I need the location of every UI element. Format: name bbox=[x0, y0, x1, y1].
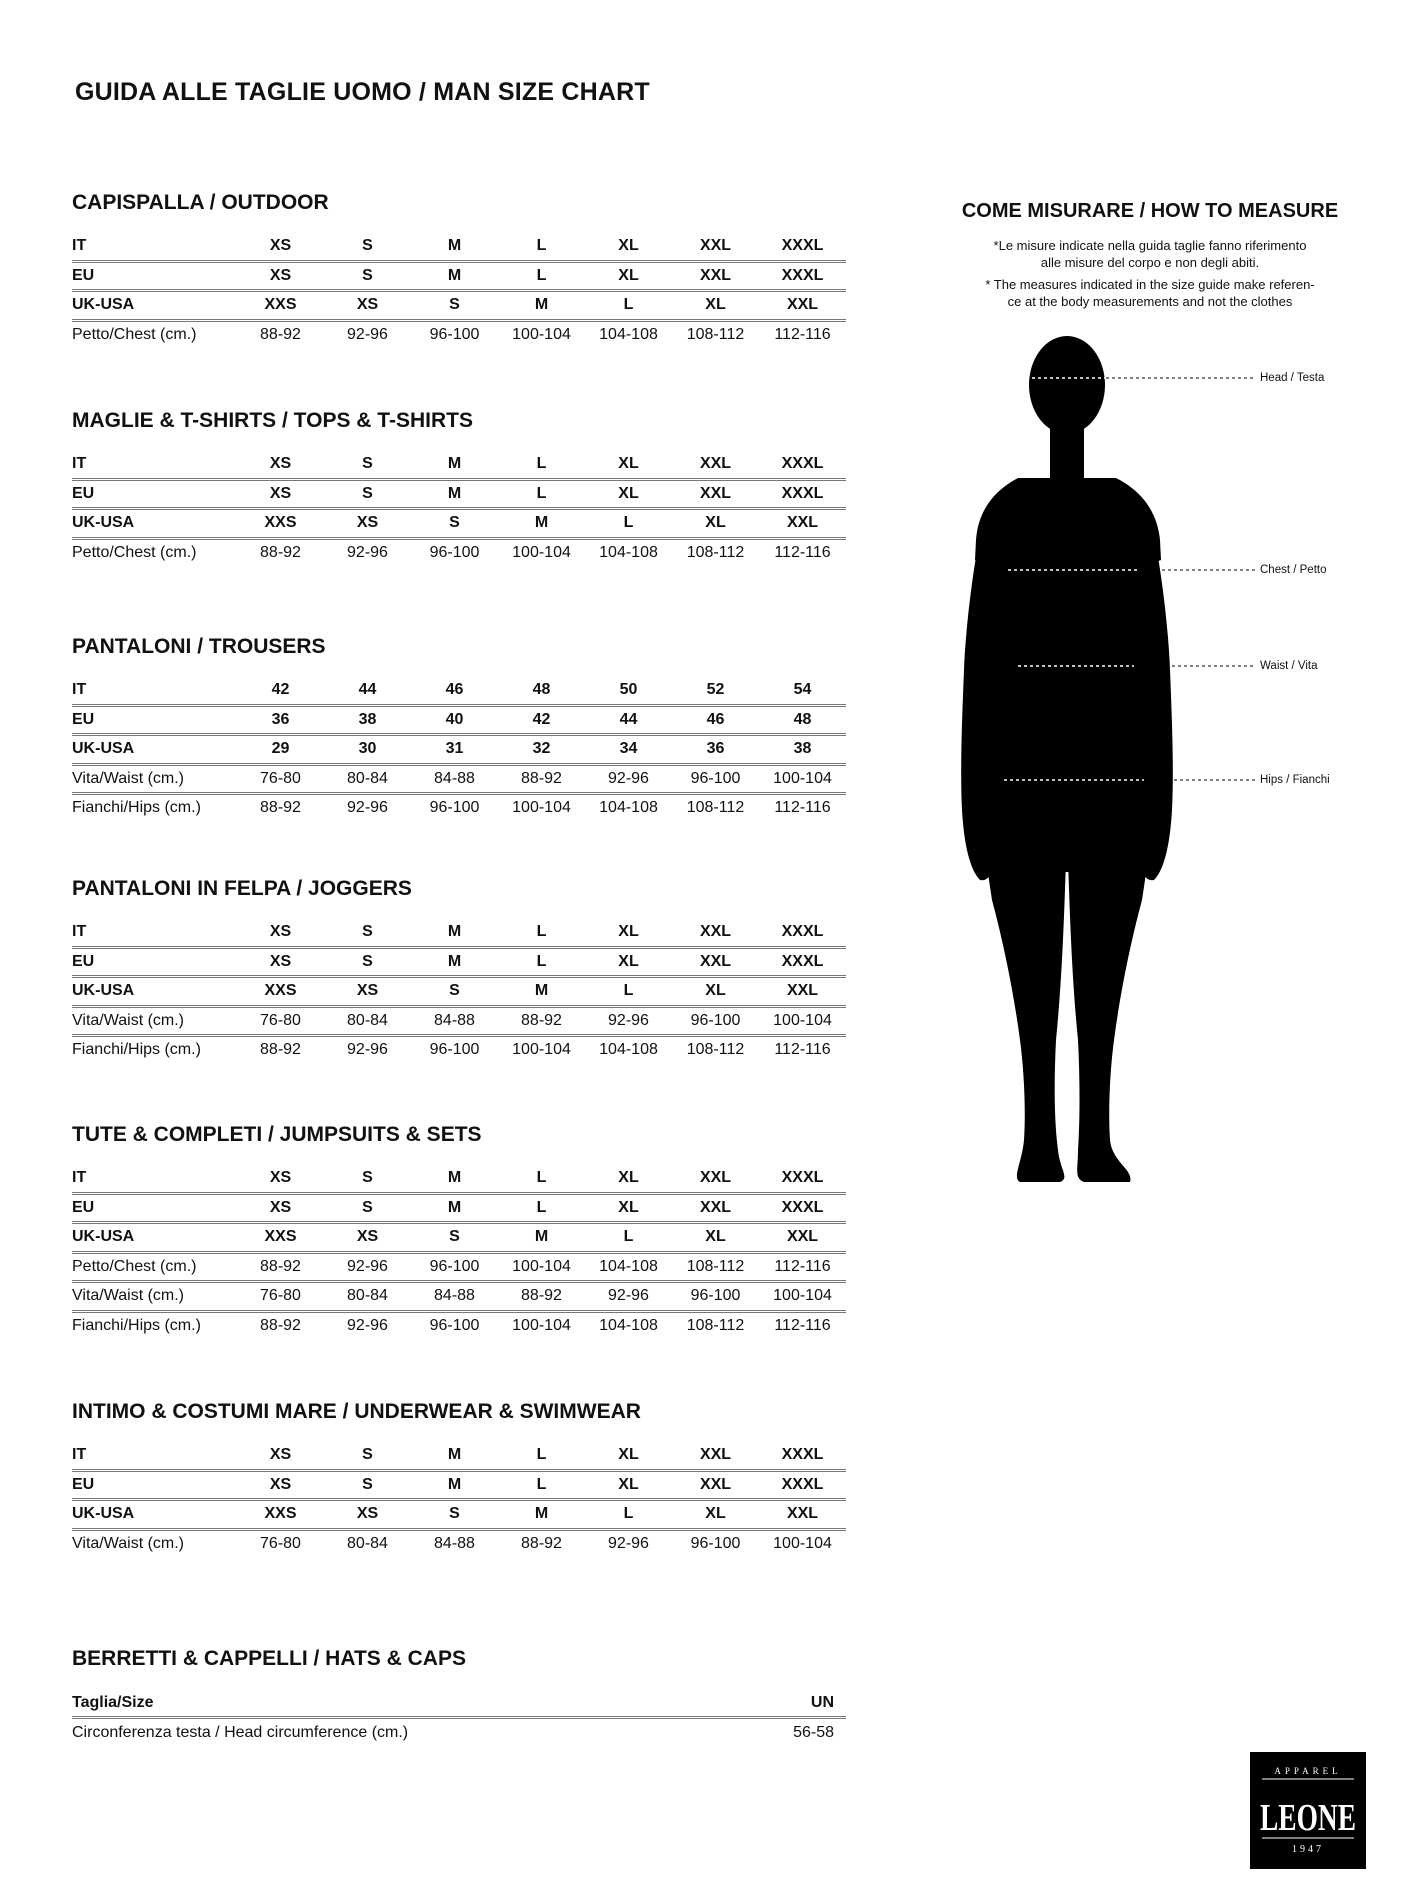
table-cell: 100-104 bbox=[759, 1006, 846, 1036]
leone-logo-icon bbox=[1250, 1752, 1366, 1869]
table-cell: 88-92 bbox=[498, 764, 585, 794]
note-line: ce at the body measurements and not the clothes bbox=[1007, 294, 1293, 309]
table-row bbox=[72, 1006, 846, 1036]
table-cell: XXXL bbox=[759, 1470, 846, 1500]
table-row bbox=[72, 291, 846, 321]
table-cell: 44 bbox=[324, 677, 411, 705]
measure-note-en bbox=[930, 276, 1370, 310]
table-cell: S bbox=[411, 291, 498, 321]
man-silhouette-icon bbox=[960, 340, 1380, 1200]
table-cell: L bbox=[498, 1193, 585, 1223]
row-label: EU bbox=[72, 1193, 237, 1223]
table-cell: 52 bbox=[672, 677, 759, 705]
table-cell: 84-88 bbox=[434, 1534, 475, 1552]
section-jumpsuits bbox=[72, 1120, 846, 1339]
section-title: PANTALONI IN FELPA / JOGGERS bbox=[72, 877, 412, 900]
table-cell: 48 bbox=[759, 705, 846, 735]
table-cell: XXS bbox=[237, 977, 324, 1007]
table-cell: XXL bbox=[672, 1470, 759, 1500]
table-cell: 36 bbox=[672, 735, 759, 765]
table-cell: XS bbox=[237, 947, 324, 977]
table-cell: 92-96 bbox=[347, 799, 388, 817]
table-cell: XS bbox=[324, 1223, 411, 1253]
table-cell: 96-100 bbox=[672, 1282, 759, 1312]
logo-year-text: 1947 bbox=[1292, 1844, 1324, 1855]
table-cell: M bbox=[411, 947, 498, 977]
table-cell: M bbox=[411, 479, 498, 509]
table-cell: 88-92 bbox=[260, 325, 301, 343]
table-cell: XXL bbox=[759, 977, 846, 1007]
table-row bbox=[72, 1529, 846, 1557]
table-cell: 92-96 bbox=[347, 1316, 388, 1334]
table-cell: XXXL bbox=[759, 479, 846, 509]
section-title: PANTALONI / TROUSERS bbox=[72, 635, 326, 658]
table-cell: M bbox=[411, 233, 498, 261]
table-cell: 100-104 bbox=[512, 543, 571, 561]
table-cell: 92-96 bbox=[347, 543, 388, 561]
note-line: *Le misure indicate nella guida taglie fanno riferimento bbox=[993, 238, 1307, 253]
table-cell: M bbox=[411, 451, 498, 479]
table-row bbox=[72, 509, 846, 539]
table-cell: 30 bbox=[324, 735, 411, 765]
table-cell: 88-92 bbox=[260, 1041, 301, 1059]
table-cell: XL bbox=[672, 1500, 759, 1530]
section-trousers bbox=[72, 632, 846, 822]
table-cell: XL bbox=[585, 451, 672, 479]
table-cell: 96-100 bbox=[429, 543, 480, 561]
table-cell: L bbox=[498, 1165, 585, 1193]
table-cell: XXXL bbox=[759, 451, 846, 479]
table-cell: 80-84 bbox=[324, 1282, 411, 1312]
table-cell: 88-92 bbox=[260, 1316, 301, 1334]
table-cell: XXXL bbox=[759, 919, 846, 947]
table-cell: 100-104 bbox=[759, 1282, 846, 1312]
table-cell: XXXL bbox=[759, 233, 846, 261]
table-cell: 104-108 bbox=[599, 543, 658, 561]
row-label: EU bbox=[72, 479, 237, 509]
table-cell: XS bbox=[324, 1500, 411, 1530]
section-title: CAPISPALLA / OUTDOOR bbox=[72, 191, 329, 214]
table-cell: XXL bbox=[672, 1165, 759, 1193]
table-cell: 54 bbox=[759, 677, 846, 705]
section-joggers bbox=[72, 874, 846, 1064]
size-table bbox=[72, 677, 846, 822]
table-cell: Taglia/Size bbox=[72, 1689, 741, 1718]
table-cell: L bbox=[498, 947, 585, 977]
table-row bbox=[72, 764, 846, 794]
page-title: GUIDA ALLE TAGLIE UOMO / MAN SIZE CHART bbox=[75, 78, 650, 106]
table-cell: 92-96 bbox=[324, 1252, 411, 1282]
table-cell: S bbox=[411, 1500, 498, 1530]
table-cell: 96-100 bbox=[429, 1041, 480, 1059]
table-row bbox=[72, 705, 846, 735]
row-label: IT bbox=[72, 677, 237, 705]
table-cell: XXL bbox=[672, 479, 759, 509]
section-title: MAGLIE & T-SHIRTS / TOPS & T-SHIRTS bbox=[72, 409, 473, 432]
table-row bbox=[72, 320, 846, 348]
table-cell: UN bbox=[741, 1689, 846, 1718]
table-cell: XS bbox=[237, 1442, 324, 1470]
table-cell: 42 bbox=[237, 677, 324, 705]
table-cell: S bbox=[411, 977, 498, 1007]
measure-title: COME MISURARE / HOW TO MEASURE bbox=[961, 200, 1339, 222]
row-label: UK-USA bbox=[72, 509, 237, 539]
row-label: Fianchi/Hips (cm.) bbox=[72, 1316, 201, 1334]
table-cell: 80-84 bbox=[347, 1534, 388, 1552]
note-line: * The measures indicated in the size guide make referen- bbox=[985, 277, 1315, 292]
table-row bbox=[72, 1165, 846, 1193]
body-figure bbox=[960, 340, 1380, 1200]
table-cell: 100-104 bbox=[512, 1041, 571, 1059]
row-label: Vita/Waist (cm.) bbox=[72, 1006, 237, 1036]
table-cell: XXXL bbox=[759, 947, 846, 977]
table-row bbox=[72, 1036, 846, 1064]
table-cell: L bbox=[498, 1442, 585, 1470]
table-cell: 112-116 bbox=[774, 799, 831, 817]
table-cell: Circonferenza testa / Head circumference (cm.) bbox=[72, 1723, 409, 1741]
note-line: alle misure del corpo e non degli abiti. bbox=[1040, 255, 1260, 270]
table-cell: XS bbox=[324, 291, 411, 321]
table-cell: S bbox=[324, 261, 411, 291]
table-cell: L bbox=[585, 291, 672, 321]
section-underwear bbox=[72, 1397, 846, 1557]
table-cell: 100-104 bbox=[773, 1534, 832, 1552]
table-cell: 38 bbox=[759, 735, 846, 765]
table-cell: 80-84 bbox=[324, 764, 411, 794]
row-label: IT bbox=[72, 233, 237, 261]
table-cell: XXXL bbox=[759, 1193, 846, 1223]
row-label: Petto/Chest (cm.) bbox=[72, 1252, 237, 1282]
table-cell: 56-58 bbox=[793, 1723, 834, 1741]
row-label: Vita/Waist (cm.) bbox=[72, 1282, 237, 1312]
table-cell: M bbox=[411, 919, 498, 947]
section-title: INTIMO & COSTUMI MARE / UNDERWEAR & SWIMWEAR bbox=[72, 1400, 641, 1423]
table-cell: 92-96 bbox=[585, 764, 672, 794]
table-cell: S bbox=[324, 919, 411, 947]
table-row bbox=[72, 677, 846, 705]
table-row bbox=[72, 261, 846, 291]
table-cell: 48 bbox=[498, 677, 585, 705]
logo-top-text: APPAREL bbox=[1274, 1766, 1342, 1776]
table-cell: XXS bbox=[237, 1500, 324, 1530]
table-cell: 100-104 bbox=[512, 1316, 571, 1334]
table-cell: XL bbox=[585, 919, 672, 947]
table-cell: 108-112 bbox=[686, 1316, 745, 1334]
table-cell: 96-100 bbox=[672, 764, 759, 794]
row-label: UK-USA bbox=[72, 977, 237, 1007]
table-cell: 108-112 bbox=[686, 543, 745, 561]
table-cell: XXL bbox=[759, 291, 846, 321]
table-cell: S bbox=[324, 1470, 411, 1500]
table-cell: XS bbox=[324, 509, 411, 539]
table-cell: XXL bbox=[672, 947, 759, 977]
table-cell: XL bbox=[585, 1442, 672, 1470]
table-cell: L bbox=[585, 509, 672, 539]
table-cell: 88-92 bbox=[498, 1006, 585, 1036]
table-cell: 42 bbox=[498, 705, 585, 735]
table-cell: 96-100 bbox=[429, 325, 480, 343]
table-cell: 104-108 bbox=[585, 1252, 672, 1282]
table-cell: L bbox=[498, 479, 585, 509]
table-row bbox=[72, 947, 846, 977]
table-cell: XXS bbox=[237, 509, 324, 539]
table-cell: S bbox=[324, 451, 411, 479]
size-table bbox=[72, 233, 846, 348]
table-cell: XL bbox=[585, 233, 672, 261]
size-table bbox=[72, 1165, 846, 1339]
table-cell: M bbox=[411, 1165, 498, 1193]
table-cell: M bbox=[411, 1442, 498, 1470]
table-cell: 76-80 bbox=[237, 764, 324, 794]
measure-note-it bbox=[930, 237, 1370, 271]
table-cell: 80-84 bbox=[324, 1006, 411, 1036]
table-cell: 100-104 bbox=[759, 764, 846, 794]
table-cell: 36 bbox=[237, 705, 324, 735]
row-label: IT bbox=[72, 1165, 237, 1193]
table-row bbox=[72, 1442, 846, 1470]
table-cell: XXL bbox=[672, 1442, 759, 1470]
row-label: EU bbox=[72, 1470, 237, 1500]
table-cell: 112-116 bbox=[774, 325, 831, 343]
table-row bbox=[72, 1689, 846, 1718]
table-cell: 96-100 bbox=[690, 1534, 741, 1552]
table-cell: 88-92 bbox=[498, 1282, 585, 1312]
table-cell: S bbox=[411, 1223, 498, 1253]
table-cell: XXL bbox=[672, 919, 759, 947]
table-cell: L bbox=[585, 1500, 672, 1530]
table-cell: 76-80 bbox=[237, 1282, 324, 1312]
table-cell: XL bbox=[672, 509, 759, 539]
table-cell: 96-100 bbox=[672, 1006, 759, 1036]
table-cell: 88-92 bbox=[237, 1252, 324, 1282]
row-label: Petto/Chest (cm.) bbox=[72, 325, 197, 343]
table-cell: XL bbox=[585, 261, 672, 291]
table-row bbox=[72, 479, 846, 509]
size-table bbox=[72, 919, 846, 1064]
table-cell: 76-80 bbox=[260, 1534, 301, 1552]
table-cell: 46 bbox=[672, 705, 759, 735]
table-cell: L bbox=[585, 977, 672, 1007]
table-cell: 50 bbox=[585, 677, 672, 705]
table-cell: 100-104 bbox=[512, 799, 571, 817]
table-cell: 112-116 bbox=[774, 543, 831, 561]
row-label: Vita/Waist (cm.) bbox=[72, 764, 237, 794]
section-title: TUTE & COMPLETI / JUMPSUITS & SETS bbox=[72, 1123, 482, 1146]
table-cell: XS bbox=[237, 479, 324, 509]
table-cell: 112-116 bbox=[774, 1041, 831, 1059]
table-cell: XS bbox=[237, 233, 324, 261]
table-cell: 88-92 bbox=[260, 543, 301, 561]
table-cell: XS bbox=[324, 977, 411, 1007]
row-label: Vita/Waist (cm.) bbox=[72, 1534, 185, 1552]
table-cell: 92-96 bbox=[585, 1006, 672, 1036]
table-cell: XS bbox=[237, 919, 324, 947]
table-cell: 100-104 bbox=[512, 325, 571, 343]
table-cell: M bbox=[411, 261, 498, 291]
table-cell: XXL bbox=[672, 233, 759, 261]
table-row bbox=[72, 1223, 846, 1253]
table-cell: 92-96 bbox=[585, 1282, 672, 1312]
table-cell: XS bbox=[237, 1470, 324, 1500]
chest-label: Chest / Petto bbox=[1260, 564, 1327, 576]
table-row bbox=[72, 794, 846, 822]
section-title: BERRETTI & CAPPELLI / HATS & CAPS bbox=[72, 1647, 466, 1670]
table-cell: 32 bbox=[498, 735, 585, 765]
row-label: IT bbox=[72, 451, 237, 479]
how-to-measure bbox=[930, 200, 1370, 315]
table-cell: L bbox=[498, 233, 585, 261]
table-cell: 92-96 bbox=[347, 1041, 388, 1059]
table-cell: XXL bbox=[759, 1223, 846, 1253]
table-row bbox=[72, 1500, 846, 1530]
table-cell: XXXL bbox=[759, 261, 846, 291]
head-label: Head / Testa bbox=[1260, 372, 1325, 384]
table-cell: 29 bbox=[237, 735, 324, 765]
table-row bbox=[72, 451, 846, 479]
table-cell: S bbox=[324, 1165, 411, 1193]
table-cell: M bbox=[498, 1500, 585, 1530]
table-cell: S bbox=[324, 1442, 411, 1470]
table-row bbox=[72, 1718, 846, 1747]
table-cell: XXL bbox=[672, 261, 759, 291]
table-row bbox=[72, 538, 846, 566]
logo-brand-text: LEONE bbox=[1260, 1797, 1356, 1839]
row-label: Fianchi/Hips (cm.) bbox=[72, 799, 201, 817]
section-tops bbox=[72, 406, 846, 566]
table-cell: 38 bbox=[324, 705, 411, 735]
table-cell: 108-112 bbox=[686, 325, 745, 343]
table-cell: 40 bbox=[411, 705, 498, 735]
row-label: EU bbox=[72, 261, 237, 291]
table-cell: 88-92 bbox=[260, 799, 301, 817]
table-cell: 31 bbox=[411, 735, 498, 765]
table-row bbox=[72, 1193, 846, 1223]
row-label: UK-USA bbox=[72, 291, 237, 321]
table-cell: 84-88 bbox=[411, 1282, 498, 1312]
table-cell: XL bbox=[585, 479, 672, 509]
row-label: IT bbox=[72, 919, 237, 947]
table-cell: 112-116 bbox=[774, 1316, 831, 1334]
size-table bbox=[72, 451, 846, 566]
table-cell: 104-108 bbox=[599, 325, 658, 343]
table-cell: L bbox=[498, 261, 585, 291]
table-cell: 92-96 bbox=[608, 1534, 649, 1552]
table-row bbox=[72, 1311, 846, 1339]
table-cell: XXL bbox=[759, 1500, 846, 1530]
table-row bbox=[72, 1470, 846, 1500]
table-cell: XXL bbox=[672, 451, 759, 479]
section-outdoor bbox=[72, 188, 846, 348]
table-cell: 96-100 bbox=[429, 799, 480, 817]
table-cell: 84-88 bbox=[411, 1006, 498, 1036]
table-cell: S bbox=[324, 479, 411, 509]
table-cell: XS bbox=[237, 1165, 324, 1193]
table-cell: 44 bbox=[585, 705, 672, 735]
table-cell: 112-116 bbox=[759, 1252, 846, 1282]
table-cell: XL bbox=[585, 1165, 672, 1193]
table-cell: XXL bbox=[759, 509, 846, 539]
table-cell: M bbox=[498, 1223, 585, 1253]
table-row bbox=[72, 735, 846, 765]
table-cell: 108-112 bbox=[686, 1041, 745, 1059]
section-hats bbox=[72, 1644, 846, 1746]
table-cell: L bbox=[585, 1223, 672, 1253]
table-cell: XXS bbox=[237, 1223, 324, 1253]
table-cell: S bbox=[324, 1193, 411, 1223]
table-cell: L bbox=[498, 1470, 585, 1500]
table-cell: 76-80 bbox=[237, 1006, 324, 1036]
row-label: EU bbox=[72, 705, 237, 735]
table-cell: XXL bbox=[672, 1193, 759, 1223]
table-cell: XL bbox=[672, 977, 759, 1007]
waist-label: Waist / Vita bbox=[1260, 660, 1318, 672]
table-row bbox=[72, 1252, 846, 1282]
table-cell: 104-108 bbox=[599, 1316, 658, 1334]
table-cell: S bbox=[411, 509, 498, 539]
row-label: EU bbox=[72, 947, 237, 977]
row-label: UK-USA bbox=[72, 735, 237, 765]
table-cell: S bbox=[324, 947, 411, 977]
table-row bbox=[72, 233, 846, 261]
table-cell: XL bbox=[672, 1223, 759, 1253]
row-label: Petto/Chest (cm.) bbox=[72, 543, 197, 561]
table-cell: L bbox=[498, 919, 585, 947]
hat-table bbox=[72, 1689, 846, 1746]
table-cell: M bbox=[498, 509, 585, 539]
size-table bbox=[72, 1442, 846, 1557]
table-cell: XS bbox=[237, 451, 324, 479]
table-cell: XS bbox=[237, 1193, 324, 1223]
table-cell: 96-100 bbox=[429, 1316, 480, 1334]
table-cell: M bbox=[498, 291, 585, 321]
table-cell: 92-96 bbox=[347, 325, 388, 343]
table-cell: 108-112 bbox=[686, 799, 745, 817]
table-row bbox=[72, 977, 846, 1007]
table-row bbox=[72, 1282, 846, 1312]
table-cell: XL bbox=[585, 1470, 672, 1500]
brand-logo bbox=[1250, 1752, 1366, 1869]
table-cell: 84-88 bbox=[411, 764, 498, 794]
table-cell: XL bbox=[585, 947, 672, 977]
table-cell: 104-108 bbox=[599, 1041, 658, 1059]
table-cell: S bbox=[324, 233, 411, 261]
table-cell: M bbox=[411, 1470, 498, 1500]
table-cell: XXS bbox=[237, 291, 324, 321]
table-cell: 108-112 bbox=[672, 1252, 759, 1282]
table-cell: XXXL bbox=[759, 1165, 846, 1193]
table-cell: XL bbox=[672, 291, 759, 321]
table-cell: 100-104 bbox=[498, 1252, 585, 1282]
table-row bbox=[72, 919, 846, 947]
table-cell: XS bbox=[237, 261, 324, 291]
row-label: Fianchi/Hips (cm.) bbox=[72, 1041, 201, 1059]
table-cell: 104-108 bbox=[599, 799, 658, 817]
table-cell: M bbox=[498, 977, 585, 1007]
row-label: UK-USA bbox=[72, 1500, 237, 1530]
table-cell: XXXL bbox=[759, 1442, 846, 1470]
table-cell: L bbox=[498, 451, 585, 479]
table-cell: M bbox=[411, 1193, 498, 1223]
table-cell: 46 bbox=[411, 677, 498, 705]
hips-label: Hips / Fianchi bbox=[1260, 774, 1330, 786]
row-label: IT bbox=[72, 1442, 237, 1470]
row-label: UK-USA bbox=[72, 1223, 237, 1253]
table-cell: XL bbox=[585, 1193, 672, 1223]
table-cell: 88-92 bbox=[521, 1534, 562, 1552]
table-cell: 96-100 bbox=[411, 1252, 498, 1282]
table-cell: 34 bbox=[585, 735, 672, 765]
